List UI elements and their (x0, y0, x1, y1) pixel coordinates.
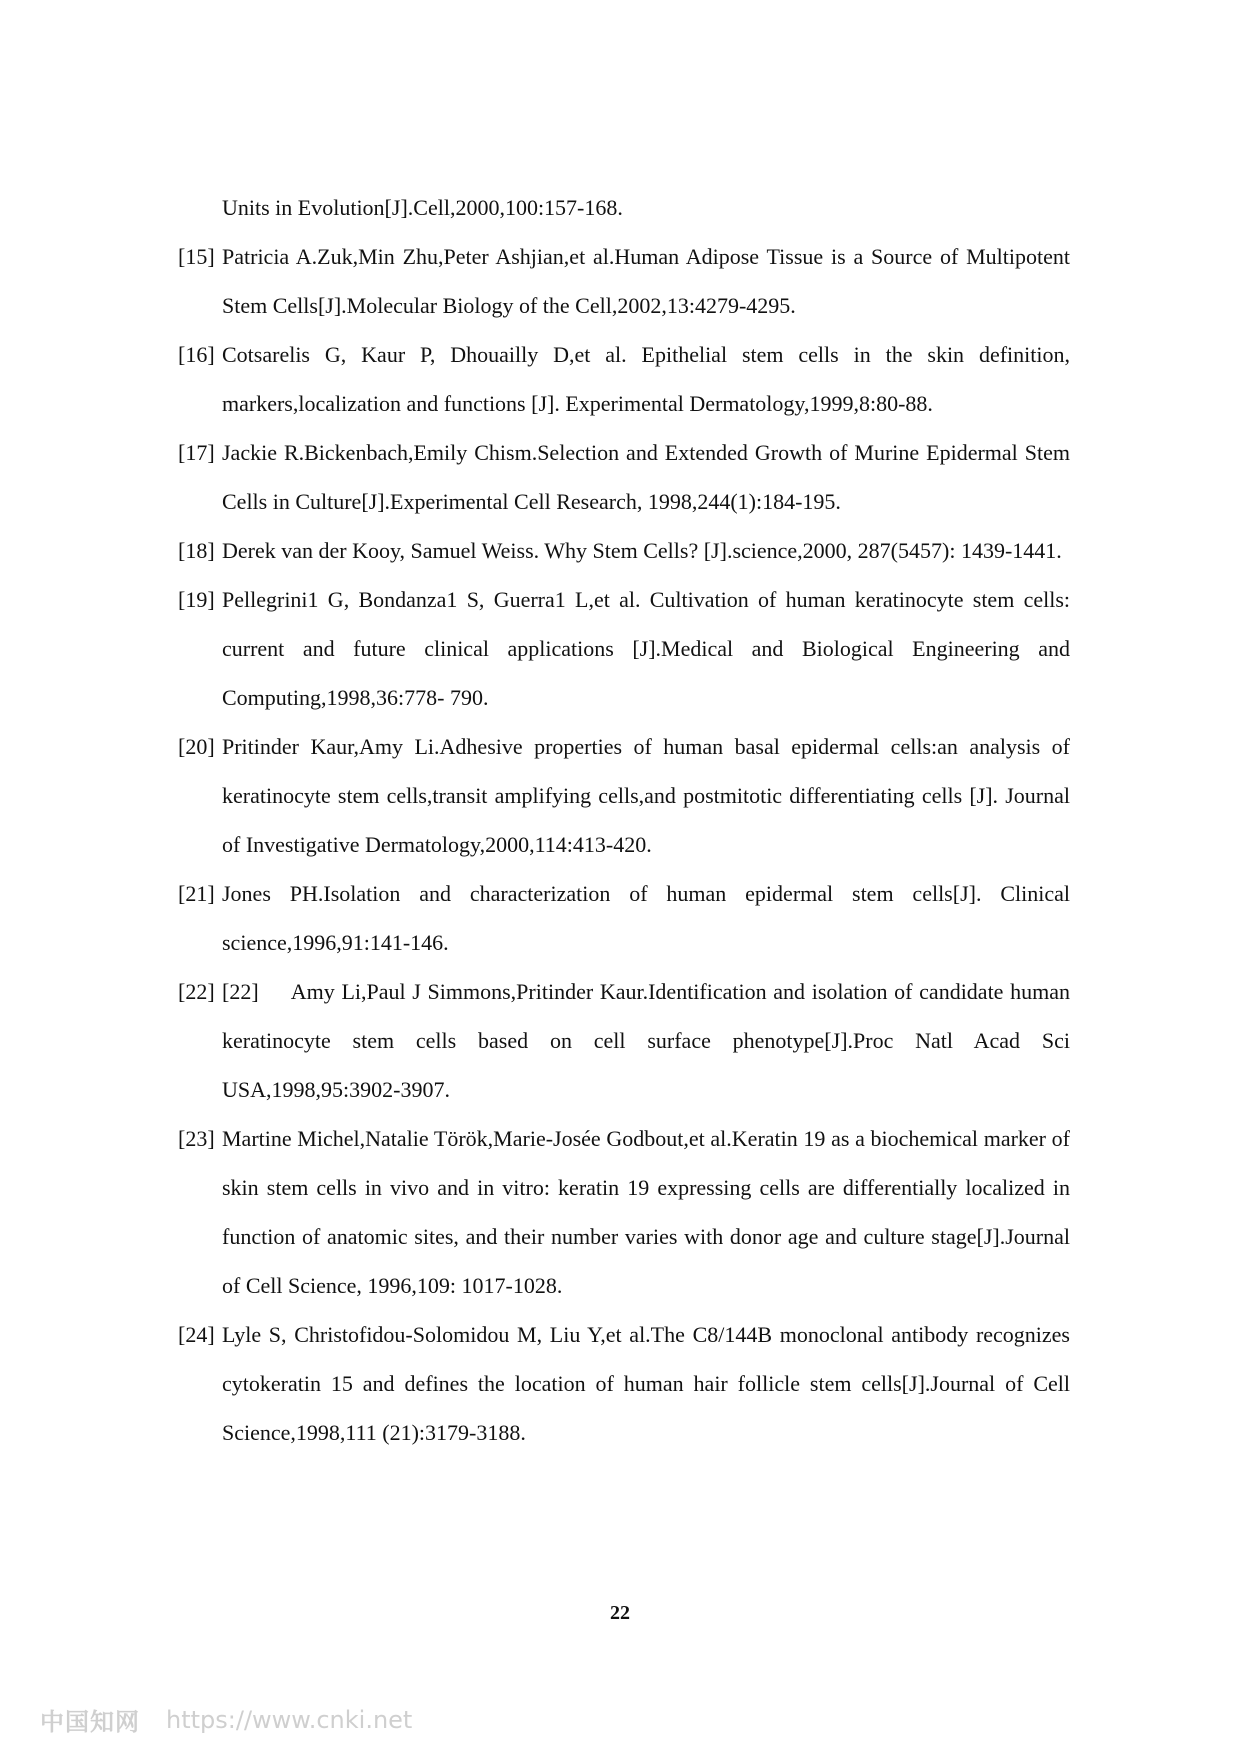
reference-item-18 (178, 526, 1070, 575)
reference-text: Patricia A.Zuk,Min Zhu,Peter Ashjian,et al.Human Adipose Tissue is a Source of Multipotent Stem Cells[J].Molecular Biology of the Cell,2002,13:4279-4295. (222, 244, 1070, 318)
reference-text: Pellegrini1 G, Bondanza1 S, Guerra1 L,et al. Cultivation of human keratinocyte stem cells: current and future clinical applications [J].Medical and Biological Engineering and Computing,1998,36:778- 790. (222, 587, 1070, 710)
reference-number: [18] (178, 538, 215, 563)
reference-text: Jones PH.Isolation and characterization of human epidermal stem cells[J]. Clinical science,1996,91:141-146. (222, 881, 1070, 955)
reference-text: Units in Evolution[J].Cell,2000,100:157-168. (222, 195, 623, 220)
reference-text: Derek van der Kooy, Samuel Weiss. Why Stem Cells? [J].science,2000, 287(5457): 1439-1441. (222, 538, 1062, 563)
reference-text: [22] Amy Li,Paul J Simmons,Pritinder Kaur.Identification and isolation of candidate human keratinocyte stem cells based on cell surface phenotype[J].Proc Natl Acad Sci USA,1998,95:3902-3907. (222, 979, 1076, 1102)
reference-list (178, 183, 1076, 1457)
reference-number: [22] (178, 979, 215, 1004)
reference-number: [19] (178, 587, 215, 612)
reference-number: [20] (178, 734, 215, 759)
reference-number: [21] (178, 881, 215, 906)
reference-text: Martine Michel,Natalie Török,Marie-Josée Godbout,et al.Keratin 19 as a biochemical marker of skin stem cells in vivo and in vitro: keratin 19 expressing cells are differentially localized in function of anatomic sites, and their number varies with donor age and culture stage[J].Journal of Cell Science, 1996,109: 1017-1028. (222, 1126, 1070, 1298)
reference-item-24 (178, 1310, 1070, 1457)
reference-number: [24] (178, 1322, 215, 1347)
reference-item-20 (178, 722, 1070, 869)
reference-text: Cotsarelis G, Kaur P, Dhouailly D,et al. Epithelial stem cells in the skin definition, markers,localization and functions [J]. Experimental Dermatology,1999,8:80-88. (222, 342, 1070, 416)
reference-item-16 (178, 330, 1070, 428)
reference-number: [15] (178, 244, 215, 269)
reference-text: Jackie R.Bickenbach,Emily Chism.Selection and Extended Growth of Murine Epidermal Stem Cells in Culture[J].Experimental Cell Research, 1998,244(1):184-195. (222, 440, 1070, 514)
reference-text: Lyle S, Christofidou-Solomidou M, Liu Y,et al.The C8/144B monoclonal antibody recognizes cytokeratin 15 and defines the location of human hair follicle stem cells[J].Journal of Cell Science,1998,111 (21):3179-3188. (222, 1322, 1070, 1445)
watermark-url: https://www.cnki.net (166, 1705, 413, 1734)
reference-item-19 (178, 575, 1070, 722)
page-number: 22 (610, 1602, 630, 1624)
reference-text: Pritinder Kaur,Amy Li.Adhesive properties of human basal epidermal cells:an analysis of keratinocyte stem cells,transit amplifying cells,and postmitotic differentiating cells [J]. Journal of Investigative Dermatology,2000,114:413-420. (222, 734, 1070, 857)
reference-item-23 (178, 1114, 1070, 1310)
reference-number: [17] (178, 440, 215, 465)
reference-item-22 (178, 967, 1076, 1114)
reference-item-21 (178, 869, 1070, 967)
reference-number: [16] (178, 342, 215, 367)
cnki-watermark (40, 1702, 412, 1737)
reference-item-17 (178, 428, 1070, 526)
watermark-brand: 中国知网 (40, 1708, 140, 1736)
reference-continuation (178, 183, 1070, 232)
reference-number: [23] (178, 1126, 215, 1151)
reference-item-15 (178, 232, 1070, 330)
